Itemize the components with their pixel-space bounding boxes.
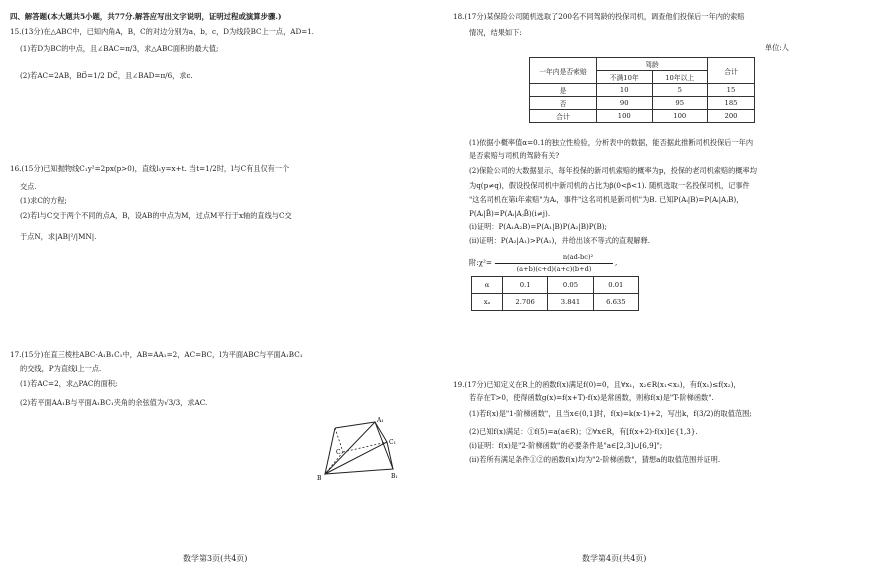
q16-part1: (1)求C的方程; — [20, 196, 67, 205]
formula-numerator: n(ad-bc)² — [562, 253, 594, 261]
table-group-header: 驾龄 — [597, 58, 708, 71]
q18-stem-1: 18.(17分)某保险公司随机选取了200名不同驾龄的投保司机，调查他们投保后一年内的索赔 — [453, 12, 745, 21]
table-cell: 100 — [652, 110, 708, 123]
formula-denominator: (a+b)(c+d)(a+c)(b+d) — [516, 265, 592, 273]
label-b: B — [317, 475, 322, 482]
table-cell: 90 — [597, 97, 653, 110]
q17-part1: (1)若AC=2，求△PAC的面积; — [20, 379, 118, 388]
q19-part2: (2)已知f(x)满足：①f(5)=a(a∈R)；②∀x∈R，有[f(x+2)-f(x)]∈{1,3}. — [469, 427, 698, 436]
table-cell: 10 — [597, 84, 653, 97]
table-cell: 5 — [652, 84, 708, 97]
table-cell: xₐ — [472, 294, 503, 311]
table-cell: 0.05 — [548, 277, 593, 294]
q19-part1: (1)若f(x)是"1-阶梯函数"，且当x∈(0,1]时，f(x)=k(x-1)+2，写出k，f(3/2)的取值范围; — [469, 409, 752, 418]
prism-figure — [305, 414, 405, 488]
table-row — [530, 84, 755, 97]
table-cell: 95 — [652, 97, 708, 110]
page-footer-right: 数学第4页(共4页) — [582, 554, 647, 563]
q18-part2-a: (2)保险公司的大数据显示，每年投保的新司机索赔的概率为p，投保的老司机索赔的概率均 — [469, 166, 757, 175]
table-cell: 0.1 — [503, 277, 548, 294]
table-corner: 一年内是否索赔 — [530, 58, 597, 84]
formula-suffix: , — [615, 258, 618, 267]
q19-part2-ii: (ⅱ)若所有满足条件①②的函数f(x)均为"2-阶梯函数"，猜想a的取值范围并证明. — [469, 455, 721, 464]
table-total-header: 合计 — [708, 58, 755, 84]
q16-part2-b: 于点N，求|AB|²/|MN|. — [20, 232, 97, 241]
table-cell: 是 — [530, 84, 597, 97]
table-col-header: 不满10年 — [597, 71, 653, 84]
table-cell: α — [472, 277, 503, 294]
q18-part1-b: 是否索赔与司机的驾龄有关? — [469, 151, 560, 160]
page-footer-left: 数学第3页(共4页) — [183, 554, 248, 563]
q18-unit: 单位:人 — [765, 43, 789, 52]
formula-prefix: 附:χ²= — [469, 258, 492, 267]
table-row — [472, 294, 639, 311]
q15-stem: 15.(13分)在△ABC中，已知内角A，B，C的对边分别为a，b，c，D为线段BC上一点，AD=1. — [10, 27, 315, 36]
q18-part2-e: (ⅰ)证明：P(A₁A₂B)=P(A₁|B)P(A₂|B)P(B); — [469, 222, 607, 231]
critical-value-table — [471, 276, 639, 311]
label-a1: A₁ — [377, 417, 384, 424]
q16-stem-2: 交点. — [20, 182, 37, 191]
table-cell: 0.01 — [593, 277, 638, 294]
table-col-header: 10年以上 — [652, 71, 708, 84]
q18-part2-d: P(Aᵢ|B̄)=P(Aᵢ|AⱼB̄)(i≠j). — [469, 209, 551, 218]
right-page — [435, 0, 850, 568]
table-cell: 6.635 — [593, 294, 638, 311]
section-header: 四、解答题(本大题共5小题，共77分.解答应写出文字说明，证明过程或演算步骤.) — [10, 12, 282, 21]
table-row — [530, 110, 755, 123]
q18-table — [529, 57, 755, 123]
q18-part1-a: (1)依据小概率值α=0.1的独立性检验，分析表中的数据，能否据此推断司机投保后一年内 — [469, 138, 754, 147]
q16-stem-1: 16.(15分)已知抛物线C₁y²=2px(p>0)，直线l₁y=x+t. 当t=1/2时，l与C有且仅有一个 — [10, 164, 290, 173]
left-page — [0, 0, 415, 568]
label-c1: C₁ — [389, 439, 396, 446]
q19-stem-1: 19.(17分)已知定义在R上的函数f(x)满足f(0)=0，且∀x₁，x₂∈R(x₁<x₂)，有f(x₁)≤f(x₂)， — [453, 380, 741, 389]
q16-part2-a: (2)若l与C交于两个不同的点A，B，设AB的中点为M，过点M平行于x轴的直线与C交 — [20, 211, 292, 220]
q19-part2-i: (ⅰ)证明：f(x)是"2-阶梯函数"的必要条件是"a∈[2,3]∪[6,9]"; — [469, 441, 663, 450]
table-cell: 200 — [708, 110, 755, 123]
table-cell: 100 — [597, 110, 653, 123]
q19-stem-2: 若存在T>0，使得函数g(x)=f(x+T)-f(x)是常函数，则称f(x)是"T-阶梯函数". — [469, 393, 714, 402]
label-c: C — [336, 449, 341, 456]
q15-part1: (1)若D为BC的中点，且∠BAC=π/3，求△ABC面积的最大值; — [20, 44, 219, 53]
table-cell: 合计 — [530, 110, 597, 123]
table-cell: 3.841 — [548, 294, 593, 311]
table-cell: 否 — [530, 97, 597, 110]
q18-part2-c: "这名司机在第i年索赔"为Aᵢ，事件"这名司机是新司机"为B. 已知P(Aᵢ|B)=P(Aᵢ|AⱼB)， — [469, 195, 744, 204]
label-b1: B₁ — [391, 473, 398, 480]
q17-stem-1: 17.(15分)在直三棱柱ABC-A₁B₁C₁中，AB=AA₁=2，AC=BC，l为平面ABC与平面A₁BC₁ — [10, 350, 303, 359]
table-cell: 15 — [708, 84, 755, 97]
q18-stem-2: 情况，结果如下: — [469, 28, 522, 37]
table-row — [530, 97, 755, 110]
q17-stem-2: 的交线，P为直线l上一点. — [20, 364, 102, 373]
q18-part2-b: 为q(p≠q)，假设投保司机中新司机的占比为β(0<β<1). 随机选取一名投保司机，记事件 — [469, 181, 750, 190]
q18-part2-f: (ⅱ)证明：P(A₂|A₁)>P(A₁)，并给出该不等式的直观解释. — [469, 236, 651, 245]
table-row — [472, 277, 639, 294]
table-cell: 185 — [708, 97, 755, 110]
table-cell: 2.706 — [503, 294, 548, 311]
q17-part2: (2)若平面AA₁B与平面A₁BC₁夹角的余弦值为√3/3，求AC. — [20, 398, 208, 407]
q15-part2: (2)若AC=2AB，BD⃗=1/2 DC⃗，且∠BAD=π/6，求c. — [20, 71, 193, 80]
